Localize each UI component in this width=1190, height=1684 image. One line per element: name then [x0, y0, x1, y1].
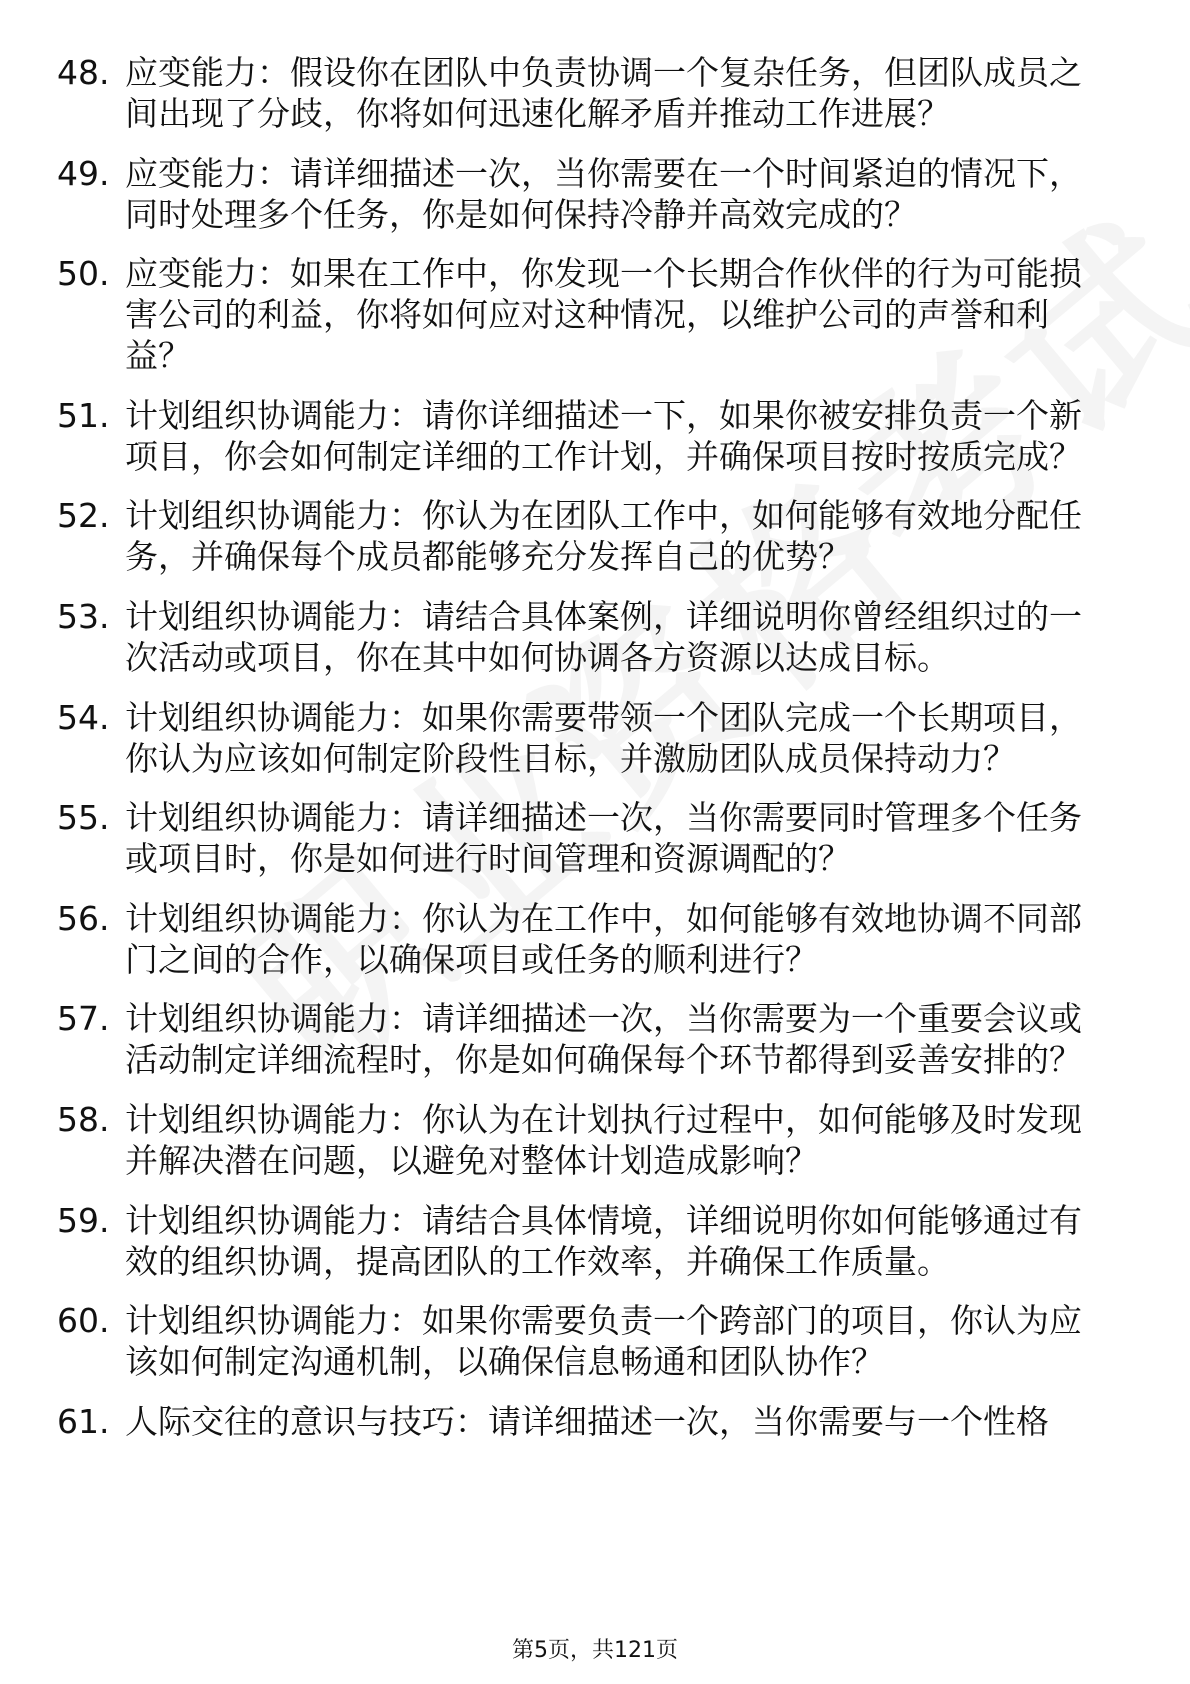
question-number: 50. — [57, 254, 110, 294]
question-list — [57, 52, 1107, 1460]
question-number: 56. — [57, 898, 110, 938]
question-number: 51. — [57, 395, 110, 435]
question-item — [57, 52, 1107, 134]
question-text: 计划组织协调能力：请结合具体情境，详细说明你如何能够通过有效的组织协调，提高团队的工作效率，并确保工作质量。 — [125, 1200, 1082, 1281]
question-item — [57, 1099, 1107, 1181]
question-item — [57, 1300, 1107, 1382]
page-footer: 第5页，共121页 — [512, 1638, 678, 1663]
question-text: 计划组织协调能力：你认为在团队工作中，如何能够有效地分配任务，并确保每个成员都能够充分发挥自己的优势？ — [125, 496, 1082, 577]
question-number: 58. — [57, 1099, 110, 1139]
question-number: 48. — [57, 53, 110, 92]
question-number: 59. — [57, 1200, 110, 1240]
question-text: 计划组织协调能力：如果你需要负责一个跨部门的项目，你认为应该如何制定沟通机制，以确保信息畅通和团队协作？ — [125, 1301, 1082, 1382]
question-text: 应变能力：假设你在团队中负责协调一个复杂任务，但团队成员之间出现了分歧，你将如何迅速化解矛盾并推动工作进展？ — [125, 53, 1082, 133]
question-item — [57, 395, 1107, 477]
question-number: 57. — [57, 999, 110, 1039]
question-text: 计划组织协调能力：你认为在计划执行过程中，如何能够及时发现并解决潜在问题，以避免对整体计划造成影响？ — [125, 1099, 1082, 1180]
question-item — [57, 797, 1107, 879]
question-number: 60. — [57, 1301, 110, 1341]
question-item — [57, 153, 1107, 235]
question-text: 人际交往的意识与技巧：请详细描述一次，当你需要与一个性格 — [125, 1401, 1049, 1441]
question-item — [57, 1200, 1107, 1282]
question-item — [57, 1401, 1107, 1442]
question-text: 计划组织协调能力：请详细描述一次，当你需要为一个重要会议或活动制定详细流程时，你是如何确保每个环节都得到妥善安排的？ — [125, 999, 1082, 1080]
question-number: 53. — [57, 596, 110, 636]
question-text: 计划组织协调能力：如果你需要带领一个团队完成一个长期项目，你认为应该如何制定阶段性目标，并激励团队成员保持动力？ — [125, 697, 1082, 778]
question-number: 54. — [57, 697, 110, 737]
question-number: 52. — [57, 496, 110, 536]
question-item — [57, 697, 1107, 779]
question-item — [57, 898, 1107, 980]
question-text: 应变能力：如果在工作中，你发现一个长期合作伙伴的行为可能损害公司的利益，你将如何应对这种情况，以维护公司的声誉和利益？ — [125, 254, 1082, 376]
question-number: 49. — [57, 153, 110, 193]
question-text: 计划组织协调能力：请详细描述一次，当你需要同时管理多个任务或项目时，你是如何进行时间管理和资源调配的？ — [125, 798, 1082, 879]
question-item — [57, 495, 1107, 577]
question-item — [57, 253, 1107, 376]
question-text: 计划组织协调能力：请结合具体案例，详细说明你曾经组织过的一次活动或项目，你在其中如何协调各方资源以达成目标。 — [125, 596, 1082, 677]
question-text: 计划组织协调能力：你认为在工作中，如何能够有效地协调不同部门之间的合作，以确保项目或任务的顺利进行？ — [125, 898, 1082, 979]
question-text: 计划组织协调能力：请你详细描述一下，如果你被安排负责一个新项目，你会如何制定详细的工作计划，并确保项目按时按质完成？ — [125, 395, 1082, 476]
question-number: 61. — [57, 1401, 110, 1441]
question-number: 55. — [57, 798, 110, 838]
question-item — [57, 596, 1107, 678]
question-item — [57, 998, 1107, 1080]
question-text: 应变能力：请详细描述一次，当你需要在一个时间紧迫的情况下，同时处理多个任务，你是如何保持冷静并高效完成的？ — [125, 153, 1082, 234]
